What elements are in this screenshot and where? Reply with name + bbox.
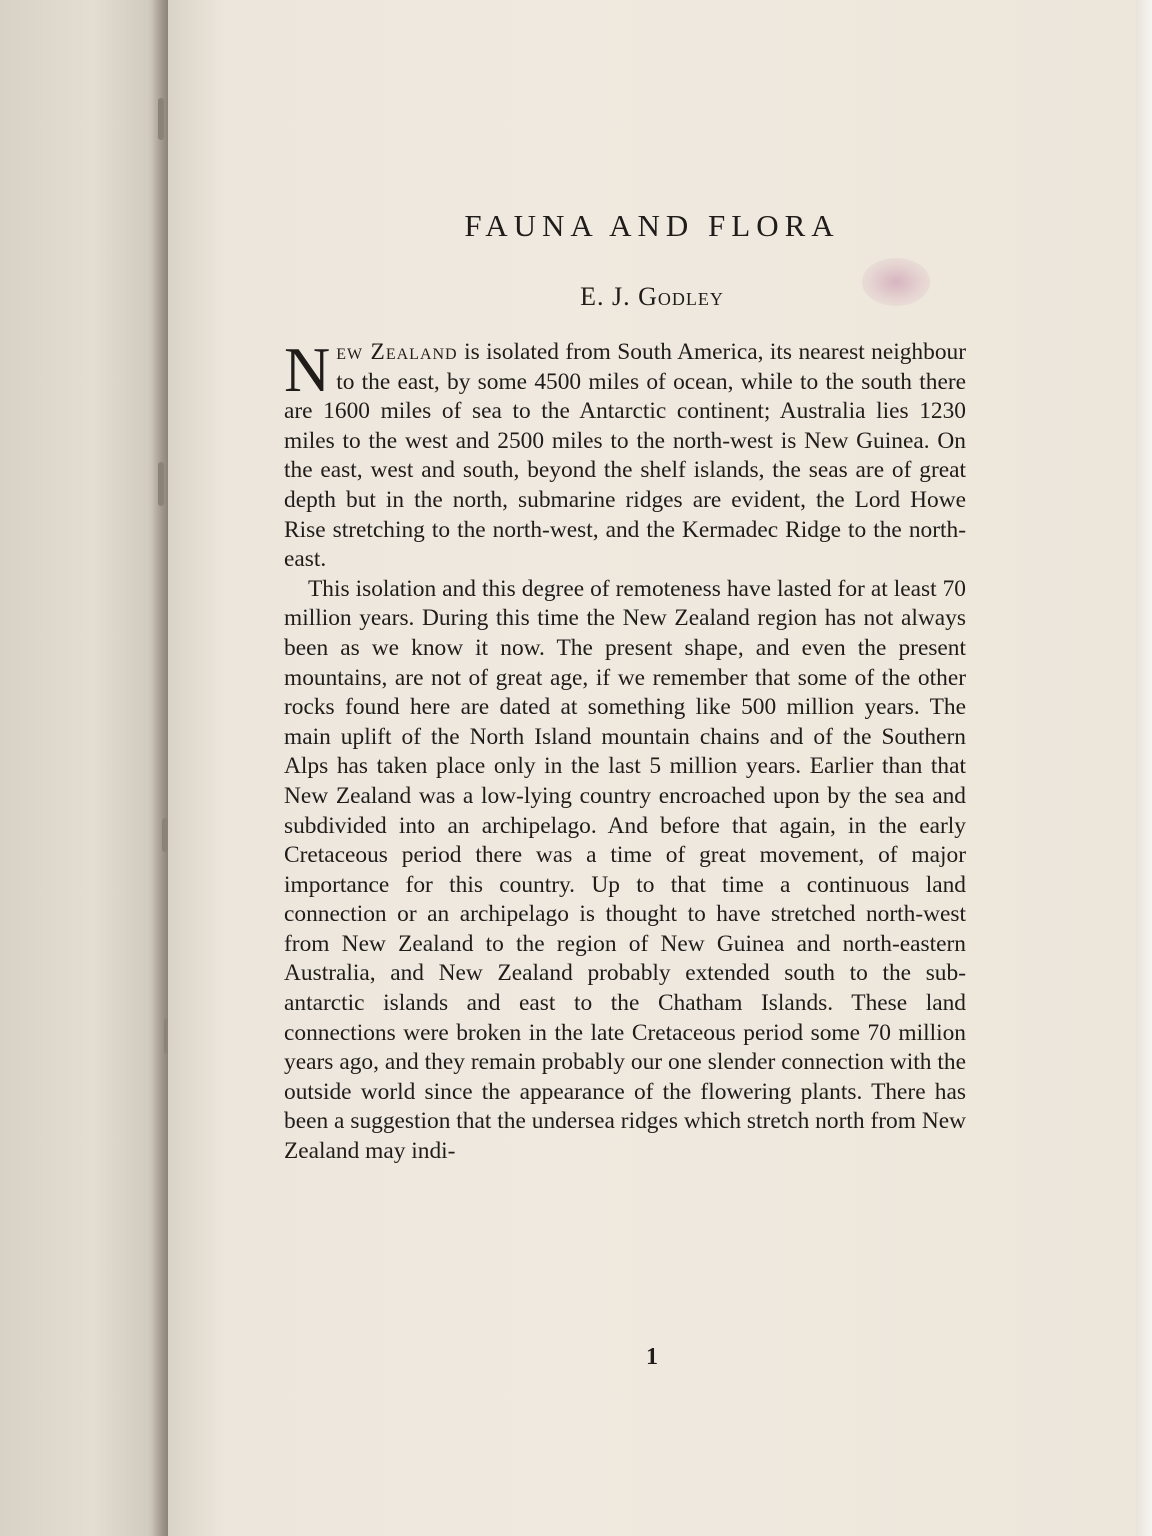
page-edge — [1136, 0, 1152, 1536]
paragraph-2: This isolation and this degree of remoteness have lasted for at least 70 million years. During this time the New Zealand region has not always been as we know it now. The present shape, and even the present mountains, are not of great age, if we remember that some of the other rocks found here are dated at something like 500 million years. The main uplift of the North Island mountain chains and of the Southern Alps has taken place only in the last 5 million years. Earlier than that New Zealand was a low-lying country encroached upon by the sea and subdivided into an archipelago. And before that again, in the early Cretaceous period there was a time of great movement, of major importance for this country. Up to that time a continuous land connection or an archipelago is thought to have stretched north-west from New Zealand to the region of New Guinea and north-eastern Australia, and New Zealand probably extended south to the sub-antarctic islands and east to the Chatham Islands. These land connections were broken in the late Cretaceous period some 70 million years ago, and they remain probably our one slender connection with the outside world since the appearance of the flowering plants. There has been a suggestion that the undersea ridges which stretch north from New Zealand may indi- — [284, 575, 966, 1165]
author-name: E. J. Godley — [580, 282, 724, 311]
left-page — [0, 0, 168, 1536]
paragraph-1-text: is isolated from South America, its nearest neighbour to the east, by some 4500 miles of ocean, while to the south there are 1600 miles of sea to the Antarctic continent; Australia lies 1230 miles to the west and 2500 miles to the north-west is New Guinea. On the east, west and south, beyond the shelf islands, the seas are of great depth but in the north, submarine ridges are evident, the Lord Howe Rise stretching to the north-west, and the Kermadec Ridge to the north-east. — [284, 339, 967, 573]
spine-stitch-middle — [158, 462, 164, 506]
chapter-title: FAUNA AND FLORA — [464, 208, 840, 243]
lead-in-smallcaps: ew Zealand — [336, 339, 458, 365]
page-number: 1 — [646, 1344, 658, 1370]
spine-stitch-top — [158, 98, 164, 140]
body-text — [284, 334, 967, 1167]
spine-shadow — [152, 0, 168, 1536]
drop-cap: N — [284, 334, 331, 405]
paragraph-1 — [284, 334, 967, 575]
